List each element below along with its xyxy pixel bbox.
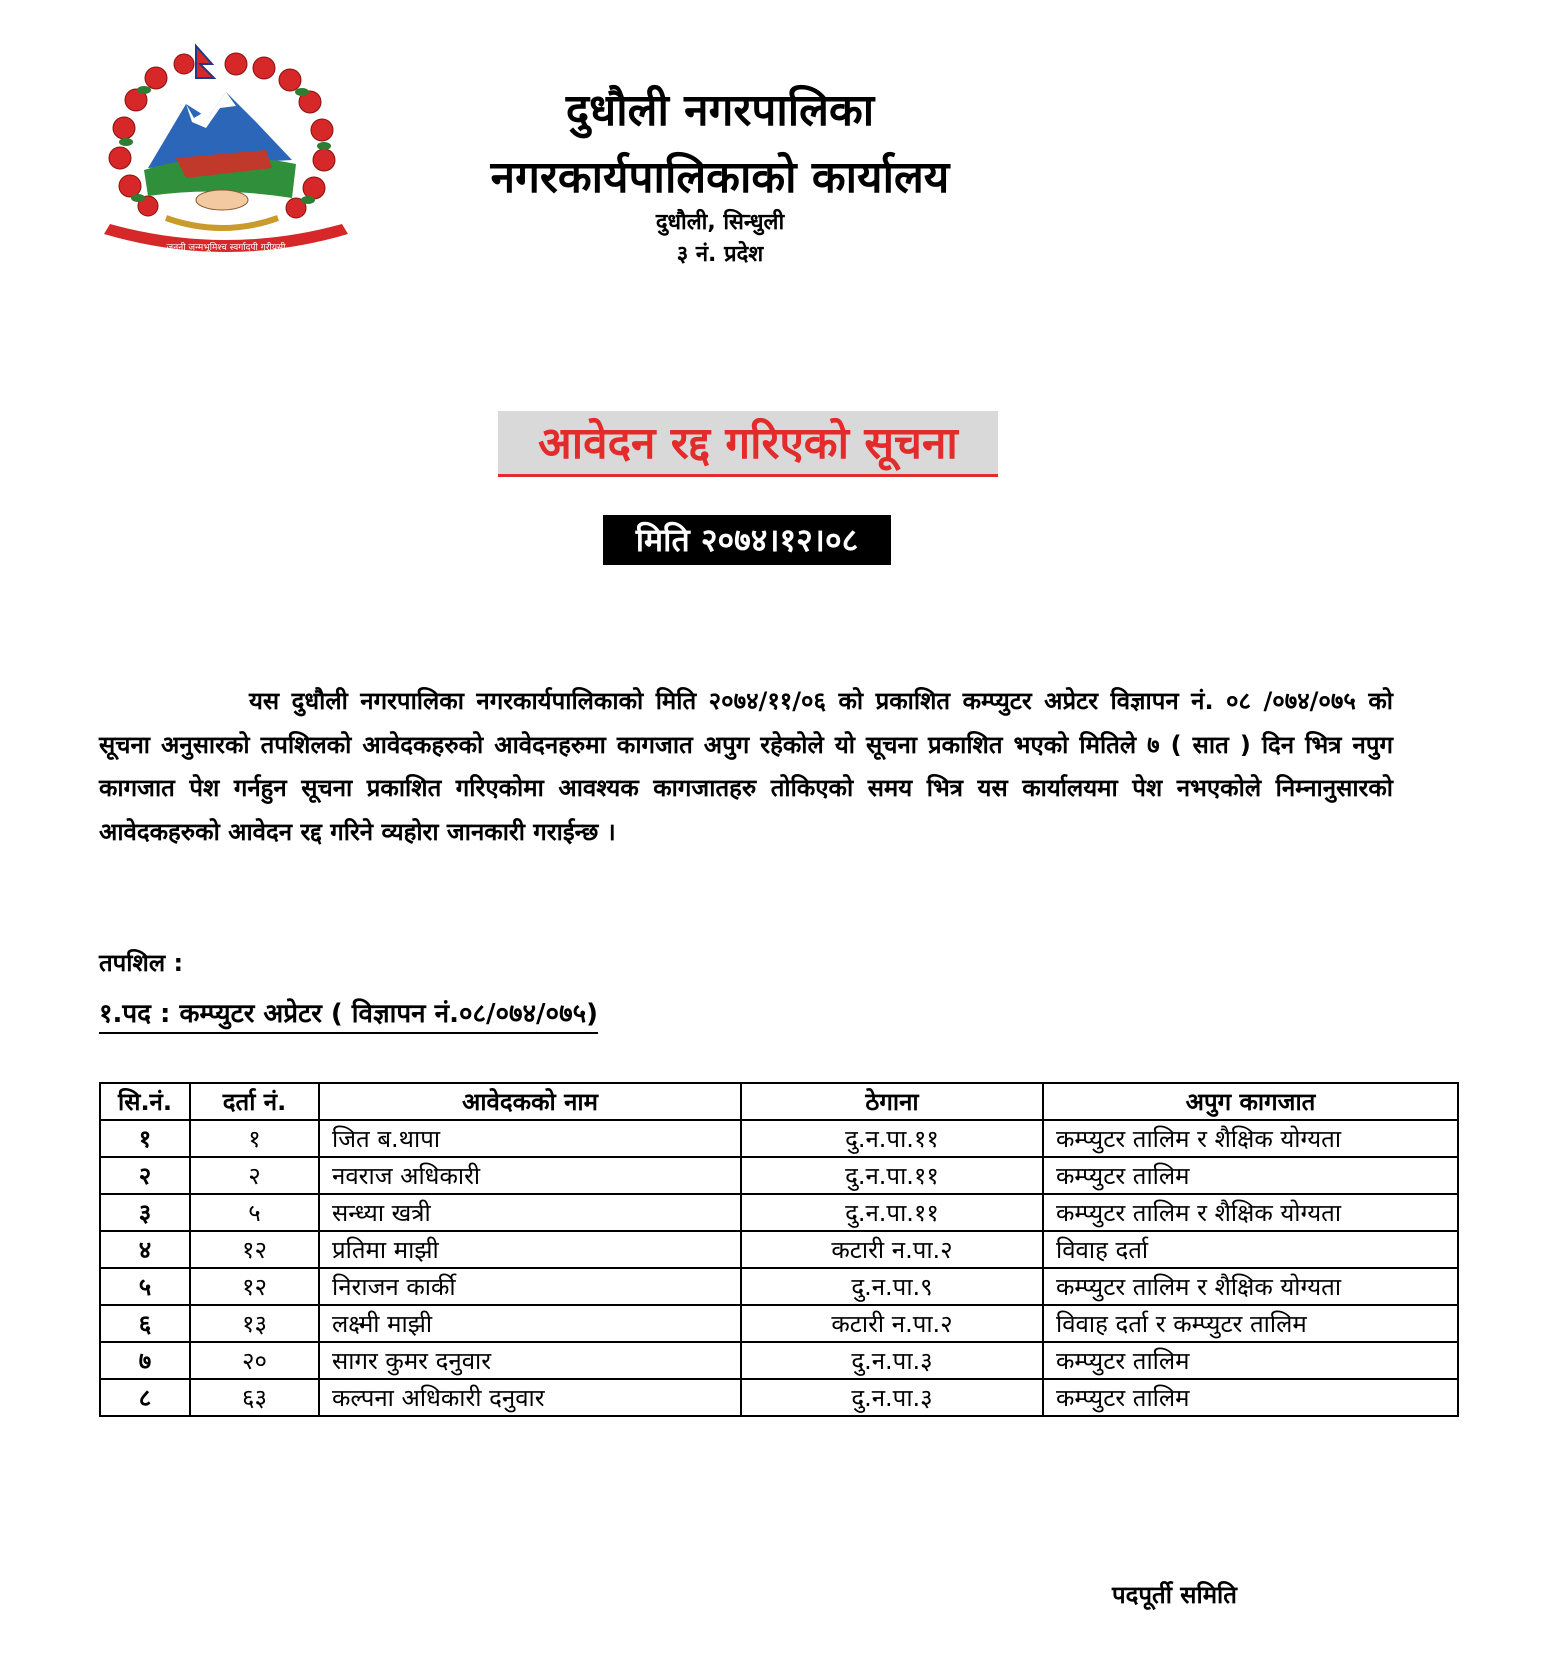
cell-missing-docs: विवाह दर्ता	[1043, 1231, 1458, 1268]
cell-address: दु.न.पा.११	[741, 1120, 1043, 1157]
signature-committee: पदपूर्ती समिति	[1112, 1581, 1237, 1609]
table-row	[100, 1305, 1458, 1342]
nepal-government-emblem-icon	[96, 38, 356, 263]
cell-serial: ३	[100, 1194, 190, 1231]
table-row	[100, 1268, 1458, 1305]
cell-serial: २	[100, 1157, 190, 1194]
cell-missing-docs: कम्प्युटर तालिम	[1043, 1342, 1458, 1379]
table-row	[100, 1342, 1458, 1379]
office-name: नगरकार्यपालिकाको कार्यालय	[490, 152, 950, 203]
cell-registration: १२	[190, 1231, 319, 1268]
header-name: आवेदकको नाम	[319, 1083, 741, 1120]
cell-registration: १३	[190, 1305, 319, 1342]
header-address: ठेगाना	[741, 1083, 1043, 1120]
office-address: दुधौली, सिन्धुली	[655, 210, 785, 235]
cell-address: कटारी न.पा.२	[741, 1305, 1043, 1342]
cell-address: दु.न.पा.९	[741, 1268, 1043, 1305]
cell-address: दु.न.पा.३	[741, 1342, 1043, 1379]
cell-name: जित ब.थापा	[319, 1120, 741, 1157]
cell-address: दु.न.पा.११	[741, 1194, 1043, 1231]
details-label: तपशिल :	[99, 949, 184, 977]
cell-serial: ६	[100, 1305, 190, 1342]
post-heading: १.पद : कम्प्युटर अप्रेटर ( विज्ञापन नं.०८/०७४/०७५)	[99, 994, 598, 1034]
cell-missing-docs: कम्प्युटर तालिम र शैक्षिक योग्यता	[1043, 1268, 1458, 1305]
header-missing-docs: अपुग कागजात	[1043, 1083, 1458, 1120]
cell-registration: २	[190, 1157, 319, 1194]
cell-name: सन्ध्या खत्री	[319, 1194, 741, 1231]
cell-address: कटारी न.पा.२	[741, 1231, 1043, 1268]
cell-name: सागर कुमर दनुवार	[319, 1342, 741, 1379]
cell-name: निराजन कार्की	[319, 1268, 741, 1305]
header-registration: दर्ता नं.	[190, 1083, 319, 1120]
table-row	[100, 1231, 1458, 1268]
cell-registration: ६३	[190, 1379, 319, 1416]
cell-registration: १२	[190, 1268, 319, 1305]
cell-missing-docs: कम्प्युटर तालिम	[1043, 1157, 1458, 1194]
notice-body: यस दुधौली नगरपालिका नगरकार्यपालिकाको मिति २०७४/११/०६ को प्रकाशित कम्प्युटर अप्रेटर विज्ञापन नं. ०८ /०७४/०७५ को सूचना अनुसारको तपशिलको आवेदकहरुको आवेदनहरुमा कागजात अपुग रहेकोले यो सूचना प्रकाशित भएको मितिले ७ ( सात ) दिन भित्र नपुग कागजात पेश गर्नहुन सूचना प्रकाशित गरिएकोमा आवश्यक कागजातहरु तोकिएको समय भित्र यस कार्यालयमा पेश नभएकोले निम्नानुसारको आवेदकहरुको आवेदन रद्द गरिने व्यहोरा जानकारी गराईन्छ ।	[99, 687, 1393, 846]
cell-name: प्रतिमा माझी	[319, 1231, 741, 1268]
cell-missing-docs: कम्प्युटर तालिम र शैक्षिक योग्यता	[1043, 1194, 1458, 1231]
cell-missing-docs: कम्प्युटर तालिम र शैक्षिक योग्यता	[1043, 1120, 1458, 1157]
notice-title: आवेदन रद्द गरिएको सूचना	[498, 411, 998, 477]
emblem-motto: जननी जन्मभूमिश्च स्वर्गादपी गरीयसी	[166, 243, 286, 253]
cell-name: नवराज अधिकारी	[319, 1157, 741, 1194]
cell-name: कल्पना अधिकारी दनुवार	[319, 1379, 741, 1416]
cell-registration: ५	[190, 1194, 319, 1231]
header-serial: सि.नं.	[100, 1083, 190, 1120]
table-row	[100, 1194, 1458, 1231]
municipality-name: दुधौली नगरपालिका	[565, 85, 875, 136]
cell-serial: ५	[100, 1268, 190, 1305]
cell-serial: १	[100, 1120, 190, 1157]
cell-serial: ८	[100, 1379, 190, 1416]
table-row	[100, 1379, 1458, 1416]
applicant-table	[99, 1082, 1459, 1417]
table-row	[100, 1157, 1458, 1194]
cell-missing-docs: विवाह दर्ता र कम्प्युटर तालिम	[1043, 1305, 1458, 1342]
table-header-row	[100, 1083, 1458, 1120]
table-row	[100, 1120, 1458, 1157]
cell-registration: १	[190, 1120, 319, 1157]
cell-address: दु.न.पा.३	[741, 1379, 1043, 1416]
cell-address: दु.न.पा.११	[741, 1157, 1043, 1194]
province-name: ३ नं. प्रदेश	[676, 242, 764, 267]
cell-registration: २०	[190, 1342, 319, 1379]
cell-serial: ७	[100, 1342, 190, 1379]
notice-date: मिति २०७४।१२।०८	[603, 515, 891, 565]
cell-name: लक्ष्मी माझी	[319, 1305, 741, 1342]
cell-missing-docs: कम्प्युटर तालिम	[1043, 1379, 1458, 1416]
cell-serial: ४	[100, 1231, 190, 1268]
